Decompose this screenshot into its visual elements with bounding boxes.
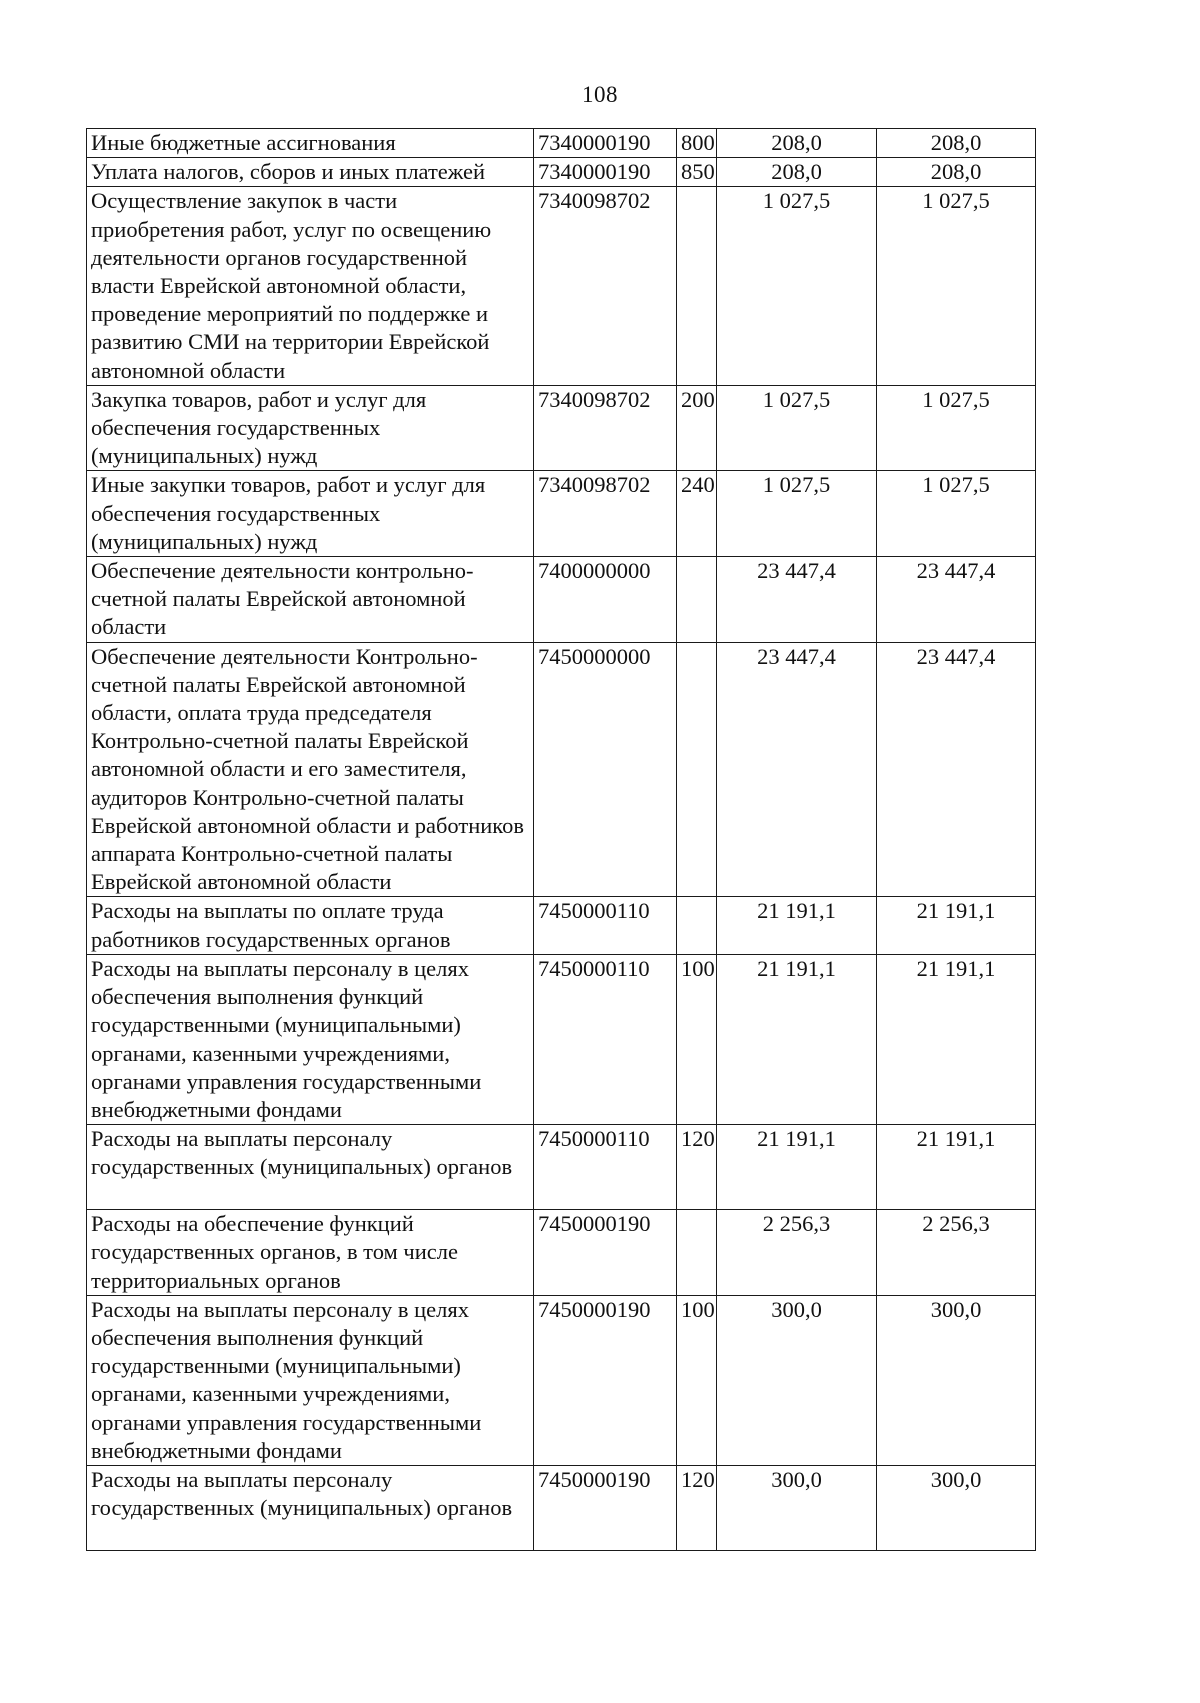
row-sum1-cell: 300,0 [717, 1465, 877, 1550]
row-code-cell: 7450000190 [534, 1210, 677, 1296]
row-sum2-cell: 21 191,1 [877, 897, 1036, 954]
row-sum1-cell: 2 256,3 [717, 1210, 877, 1296]
row-sum1-cell: 300,0 [717, 1295, 877, 1465]
row-name-cell: Уплата налогов, сборов и иных платежей [87, 158, 534, 187]
row-type-cell [677, 1210, 717, 1296]
row-name-cell: Закупка товаров, работ и услуг для обеспечения государственных (муниципальных) нужд [87, 385, 534, 471]
row-sum2-cell: 23 447,4 [877, 557, 1036, 643]
row-type-cell [677, 187, 717, 385]
row-sum1-cell: 1 027,5 [717, 471, 877, 557]
row-name-cell: Осуществление закупок в части приобретения работ, услуг по освещению деятельности органов государственной власти Еврейской автономной области, проведение мероприятий по поддержке и развитию СМИ на территории Еврейской автономной области [87, 187, 534, 385]
table-row [87, 187, 1036, 385]
table-row [87, 954, 1036, 1124]
row-type-cell: 120 [677, 1465, 717, 1550]
table-row [87, 129, 1036, 158]
row-type-cell: 850 [677, 158, 717, 187]
row-name-cell: Расходы на выплаты персоналу в целях обеспечения выполнения функций государственными (муниципальными) органами, казенными учреждениями, органами управления государственными внебюджетными фондами [87, 954, 534, 1124]
row-type-cell: 100 [677, 954, 717, 1124]
row-type-cell: 200 [677, 385, 717, 471]
row-type-cell [677, 897, 717, 954]
row-name-cell: Расходы на выплаты персоналу государственных (муниципальных) органов [87, 1465, 534, 1550]
row-name-cell: Расходы на выплаты по оплате труда работников государственных органов [87, 897, 534, 954]
row-sum1-cell: 21 191,1 [717, 954, 877, 1124]
row-sum1-cell: 1 027,5 [717, 187, 877, 385]
budget-table [86, 128, 1036, 1551]
table-row [87, 557, 1036, 643]
row-code-cell: 7450000000 [534, 642, 677, 897]
row-name-cell: Обеспечение деятельности контрольно-счетной палаты Еврейской автономной области [87, 557, 534, 643]
table-row [87, 1210, 1036, 1296]
row-sum1-cell: 21 191,1 [717, 1125, 877, 1210]
row-sum2-cell: 1 027,5 [877, 385, 1036, 471]
row-code-cell: 7450000190 [534, 1295, 677, 1465]
row-code-cell: 7450000110 [534, 954, 677, 1124]
row-name-cell: Расходы на выплаты персоналу государственных (муниципальных) органов [87, 1125, 534, 1210]
row-sum2-cell: 23 447,4 [877, 642, 1036, 897]
row-sum2-cell: 208,0 [877, 158, 1036, 187]
row-code-cell: 7400000000 [534, 557, 677, 643]
budget-table-body [87, 129, 1036, 1551]
row-type-cell: 120 [677, 1125, 717, 1210]
row-code-cell: 7340098702 [534, 471, 677, 557]
row-name-cell: Расходы на выплаты персоналу в целях обеспечения выполнения функций государственными (муниципальными) органами, казенными учреждениями, органами управления государственными внебюджетными фондами [87, 1295, 534, 1465]
row-sum2-cell: 2 256,3 [877, 1210, 1036, 1296]
row-name-cell: Иные бюджетные ассигнования [87, 129, 534, 158]
row-sum2-cell: 1 027,5 [877, 471, 1036, 557]
row-sum1-cell: 208,0 [717, 158, 877, 187]
table-row [87, 1125, 1036, 1210]
row-type-cell: 100 [677, 1295, 717, 1465]
table-row [87, 1465, 1036, 1550]
row-sum1-cell: 23 447,4 [717, 557, 877, 643]
row-name-cell: Иные закупки товаров, работ и услуг для обеспечения государственных (муниципальных) нужд [87, 471, 534, 557]
row-sum2-cell: 208,0 [877, 129, 1036, 158]
table-row [87, 1295, 1036, 1465]
table-row [87, 158, 1036, 187]
row-code-cell: 7340098702 [534, 187, 677, 385]
page-number: 108 [582, 82, 618, 107]
row-code-cell: 7450000110 [534, 897, 677, 954]
row-code-cell: 7340098702 [534, 385, 677, 471]
row-code-cell: 7340000190 [534, 129, 677, 158]
row-code-cell: 7450000110 [534, 1125, 677, 1210]
table-row [87, 642, 1036, 897]
row-sum1-cell: 208,0 [717, 129, 877, 158]
row-sum2-cell: 1 027,5 [877, 187, 1036, 385]
row-code-cell: 7450000190 [534, 1465, 677, 1550]
row-name-cell: Обеспечение деятельности Контрольно-счетной палаты Еврейской автономной области, оплата труда председателя Контрольно-счетной палаты Еврейской автономной области и его заместителя, аудиторов Контрольно-счетной палаты Еврейской автономной области и работников аппарата Контрольно-счетной палаты Еврейской автономной области [87, 642, 534, 897]
row-sum1-cell: 21 191,1 [717, 897, 877, 954]
row-sum2-cell: 21 191,1 [877, 954, 1036, 1124]
row-sum2-cell: 21 191,1 [877, 1125, 1036, 1210]
row-type-cell [677, 642, 717, 897]
table-row [87, 471, 1036, 557]
row-sum1-cell: 1 027,5 [717, 385, 877, 471]
table-row [87, 897, 1036, 954]
row-sum1-cell: 23 447,4 [717, 642, 877, 897]
table-row [87, 385, 1036, 471]
row-name-cell: Расходы на обеспечение функций государственных органов, в том числе территориальных органов [87, 1210, 534, 1296]
row-type-cell [677, 557, 717, 643]
row-type-cell: 240 [677, 471, 717, 557]
row-sum2-cell: 300,0 [877, 1295, 1036, 1465]
row-code-cell: 7340000190 [534, 158, 677, 187]
row-type-cell: 800 [677, 129, 717, 158]
row-sum2-cell: 300,0 [877, 1465, 1036, 1550]
